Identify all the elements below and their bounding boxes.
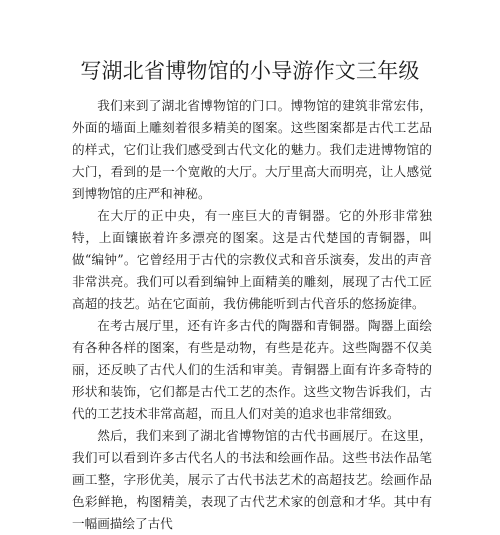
document-title: 写湖北省博物馆的小导游作文三年级: [80, 59, 420, 83]
document-body: [72, 95, 432, 535]
paragraph: 在大厅的正中央，有一座巨大的青铜器。它的外形非常独特，上面镶嵌着许多漂亮的图案。这是古代楚国的青铜器，叫做“编钟”。它曾经用于古代的宗教仪式和音乐演奏，发出的声音非常洪亮。我们可以看到编钟上面精美的雕刻，展现了古代工匠高超的技艺。站在它面前，我仿佛能听到古代音乐的悠扬旋律。: [72, 208, 432, 311]
paragraph: 我们来到了湖北省博物馆的门口。博物馆的建筑非常宏伟，外面的墙面上雕刻着很多精美的图案。这些图案都是古代工艺品的样式，它们让我们感受到古代文化的魅力。我们走进博物馆的大门，看到的是一个宽敞的大厅。大厅里高大而明亮，让人感觉到博物馆的庄严和神秘。: [72, 98, 432, 201]
paragraph: 然后，我们来到了湖北省博物馆的古代书画展厅。在这里，我们可以看到许多古代名人的书法和绘画作品。这些书法作品笔画工整，字形优美，展示了古代书法艺术的高超技艺。绘画作品色彩鲜艳，构图精美，表现了古代艺术家的创意和才华。其中有一幅画描绘了古代: [72, 428, 432, 531]
paragraph: 在考古展厅里，还有许多古代的陶器和青铜器。陶器上面绘有各种各样的图案，有些是动物，有些是花卉。这些陶器不仅美丽，还反映了古代人们的生活和审美。青铜器上面有许多奇特的形状和装饰，它们都是古代工艺的杰作。这些文物告诉我们，古代的工艺技术非常高超，而且人们对美的追求也非常细致。: [72, 318, 432, 421]
